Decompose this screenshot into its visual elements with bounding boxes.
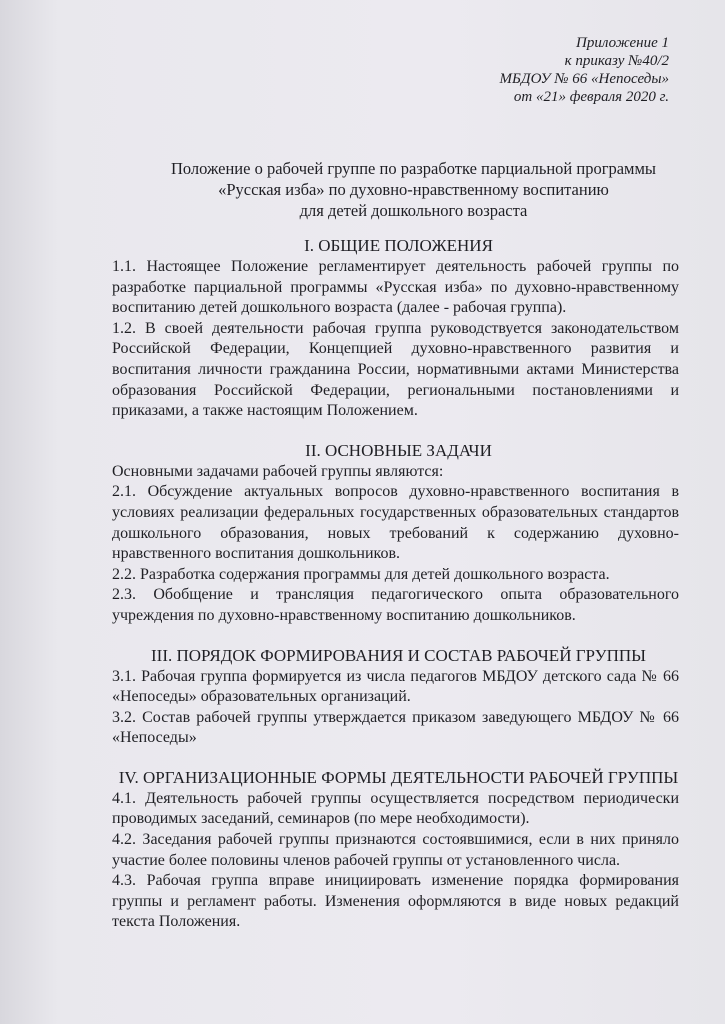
paragraph: 4.2. Заседания рабочей группы признаются состоявшимися, если в них приняло участие более половины членов рабочей группы от установленного числа. <box>112 831 679 869</box>
date-line: от «21» февраля 2020 г. <box>513 89 669 105</box>
paragraph: 1.1. Настоящее Положение регламентирует деятельность рабочей группы по разработке парциальной программы «Русская изба» по духовно-нравственному воспитанию детей дошкольного возраста (далее - рабочая группа). <box>112 258 679 317</box>
institution-line: МБДОУ № 66 «Непоседы» <box>499 71 669 87</box>
section-heading: IV. ОРГАНИЗАЦИОННЫЕ ФОРМЫ ДЕЯТЕЛЬНОСТИ РАБОЧЕЙ ГРУППЫ <box>118 767 679 787</box>
paragraph: 2.3. Обобщение и трансляция педагогического опыта образовательного учреждения по духовно-нравственному воспитанию дошкольников. <box>112 586 679 624</box>
paragraph: 1.2. В своей деятельности рабочая группа руководствуется законодательством Российской Федерации, Концепцией духовно-нравственного развития и воспитания личности гражданина России, нормативными актами Министерства образования Российской Федерации, региональными постановлениями и приказами, а также настоящим Положением. <box>112 319 679 420</box>
paragraph: 3.1. Рабочая группа формируется из числа педагогов МБДОУ детского сада № 66 «Непоседы» образовательных организаций. <box>112 667 679 706</box>
document-title <box>112 158 679 221</box>
paragraph: 2.1. Обсуждение актуальных вопросов духовно-нравственного воспитания в условиях реализации федеральных государственных образовательных стандартов дошкольного образования, новых требований к содержанию духовно-нравственного воспитания дошкольников. <box>112 483 679 563</box>
paragraph: 3.2. Состав рабочей группы утверждается приказом заведующего МБДОУ № 66 «Непоседы» <box>112 708 679 747</box>
paragraph: Основными задачами рабочей группы являются: <box>112 462 444 480</box>
title-line: для детей дошкольного возраста <box>299 201 528 220</box>
section-heading: II. ОСНОВНЫЕ ЗАДАЧИ <box>305 440 492 460</box>
paragraph: 4.1. Деятельность рабочей группы осуществляется посредством периодически проводимых заседаний, семинаров (по мере необходимости). <box>112 789 679 828</box>
section-heading: III. ПОРЯДОК ФОРМИРОВАНИЯ И СОСТАВ РАБОЧЕЙ ГРУППЫ <box>151 645 646 665</box>
appendix-line: Приложение 1 <box>576 35 669 51</box>
section-heading: I. ОБЩИЕ ПОЛОЖЕНИЯ <box>304 236 493 255</box>
title-line: Положение о рабочей группе по разработке парциальной программы <box>170 159 657 178</box>
paragraph: 4.3. Рабочая группа вправе инициировать изменение порядка формирования группы и регламент работы. Изменения оформляются в виде новых редакций текста Положения. <box>112 872 679 931</box>
appendix-header <box>112 34 669 106</box>
title-line: «Русская изба» по духовно-нравственному воспитанию <box>218 180 609 199</box>
paragraph: 2.2. Разработка содержания программы для детей дошкольного возраста. <box>112 565 610 583</box>
order-number-line: к приказу №40/2 <box>564 53 669 69</box>
